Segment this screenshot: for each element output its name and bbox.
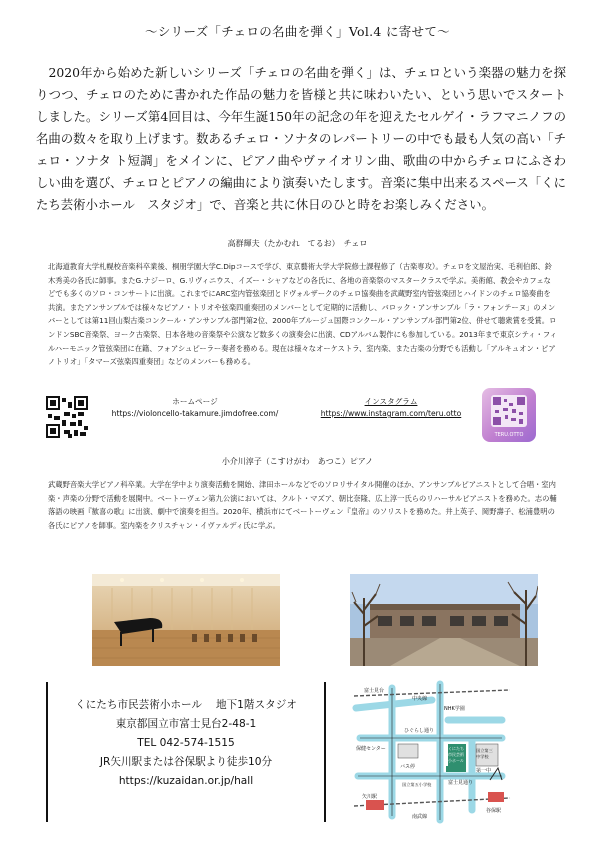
map-label-bus-stop: バス停 — [400, 764, 416, 770]
map-label-hall-3: 小ホール — [448, 758, 464, 763]
map-label-higurashi: ひぐらし通り — [404, 728, 435, 734]
venue-phone: TEL 042-574-1515 — [137, 737, 235, 749]
venue-address: 東京都国立市富士見台2-48-1 — [115, 718, 257, 730]
map-label-nhk: NHK学園 — [444, 706, 465, 712]
cellist-name: 高群輝夫（たかむれ てるお） チェロ — [227, 239, 368, 248]
pianist-bio: 武蔵野音楽大学ピアノ科卒業。大学在学中より演奏活動を開始、津田ホールなどでのソロリサイタル開催のほか、アンサンブルピアニストとして合唱・室内楽・声楽の分野で活動を展開中。ベートーヴェン第九公演においては、クルト・マズア、朝比奈隆、広上淳一氏らのリハーサルピアニストを務めた。志の輔落語の映画『歓喜の歌』に出演、劇中で演奏を担当。2020年、横浜市にてベートーヴェン『皇帝』のソリストを務めた。井上英子、岡野壽子、松浦豊明の各氏にピアノを師事。室内楽をクリスチャン・イヴァルディ氏に学ぶ。 — [48, 480, 557, 530]
map-label-nambu-line: 南武線 — [412, 814, 428, 820]
instagram-label: インスタグラム — [364, 397, 418, 406]
instagram-qr-caption: TERU.OTTO — [494, 432, 524, 438]
homepage-url[interactable]: https://violoncello-takamure.jimdofree.com/ — [111, 409, 279, 418]
hall-exterior-photo — [350, 574, 538, 666]
homepage-label: ホームページ — [172, 397, 218, 406]
instagram-qr-code — [482, 388, 536, 442]
instagram-qr-icon — [482, 388, 536, 442]
homepage-link-block — [90, 396, 300, 420]
map-label-yaho: 谷保駅 — [486, 808, 502, 814]
map-label-school-3-a: 国立第三 — [476, 748, 493, 753]
map-label-school-3-b: 中学校 — [476, 754, 489, 759]
intro-paragraph: 2020年から始めた新しいシリーズ「チェロの名曲を弾く」は、チェロという楽器の魅力を探りつつ、チェロのために書かれた作品の魅力を皆様と共に味わいたい、という思いでスタートしました。シリーズ第4回目は、今年生誕150年の記念の年を迎えたセルゲイ・ラフマニノフの名曲の数々を取り上げます。数あるチェロ・ソナタのレパートリーの中でも最も人気の高い「チェロ・ソナタ ト短調」をメインに、ピアノ曲やヴァイオリン曲、歌曲の中からチェロにふさわしい曲を選び、チェロとピアノの編曲により演奏いたします。音楽に集中出来るスペース「くにたち芸術小ホール スタジオ」で、音楽と共に休日のひと時をお楽しみください。 — [36, 65, 566, 212]
map-label-hall-2: 市民芸術 — [448, 752, 464, 757]
venue-info-box — [46, 682, 326, 822]
map-label-fujimi-dori: 富士見通り — [448, 780, 474, 786]
venue-access: JR矢川駅または谷保駅より徒歩10分 — [99, 756, 273, 768]
map-label-chuo-line: 中央線 — [412, 696, 428, 702]
map-label-yagawa: 矢川駅 — [362, 794, 378, 800]
map-label-health-center: 保健センター — [356, 746, 386, 752]
homepage-qr-code — [46, 396, 88, 438]
pianist-name: 小介川淳子（こすけがわ あつこ）ピアノ — [221, 457, 374, 466]
venue-url[interactable]: https://kuzaidan.or.jp/hall — [118, 775, 254, 787]
instagram-link-block — [300, 396, 482, 420]
venue-name: くにたち市民芸術小ホール 地下1階スタジオ — [75, 699, 297, 711]
map-label-first-jhs: 第一中 — [476, 768, 492, 774]
map-label-school-5: 国立第五小学校 — [402, 782, 432, 787]
concert-series-heading: ～シリーズ「チェロの名曲を弾く」Vol.4 に寄せて～ — [145, 24, 450, 39]
cellist-bio: 北海道教育大学札幌校音楽科卒業後、桐朋学園大学C.Dipコースで学び、東京藝術大学大学院修士課程修了（古楽専攻）。チェロを文屋治実、毛利伯郎、鈴木秀美の各氏に師事。またG.ナジーロ、G.リヴィニウス、イズー・シャアなどの各氏に、各地の音楽祭のマスタークラスで学ぶ。美術館、教会やカフェなどでも多くのソロ・コンサートに出演。これまでにARC室内管弦楽団とドヴォルザークのチェロ協奏曲を武蔵野室内管弦楽団とハイドンのチェロ協奏曲を共演。またアンサンブルでは様々なピアノ・トリオや弦楽四重奏団のメンバーとして定期的に活動し、バロック・アンサンブル「ラ・フォンテーヌ」のメンバーとしては第11回山梨古楽コンクール・アンサンブル部門第2位、2000年ブルージュ国際コンクール・アンサンブル部門第2位、併せて聴衆賞を受賞。ロンドンSBC音楽祭、ヨーク古楽祭、日本各地の音楽祭や公演など数多くの演奏会に出演、CDアルバム製作にも参加している。2013年まで東京シティ・フィルハーモニック管弦楽団に在籍、フォアシュピーラー奏者を務める。現在は様々なオーケストラ、室内楽、また古楽の分野でも活動し「アルキュオン・ピアノトリオ」「タマーズ弦楽四重奏団」などのメンバーも務める。 — [48, 262, 557, 367]
map-label-fujimidai: 富士見台 — [364, 688, 385, 694]
studio-interior-photo — [92, 574, 280, 666]
venue-access-map — [352, 680, 512, 824]
map-label-hall-1: くにたち — [448, 746, 464, 751]
instagram-url[interactable]: https://www.instagram.com/teru.otto — [320, 409, 462, 418]
